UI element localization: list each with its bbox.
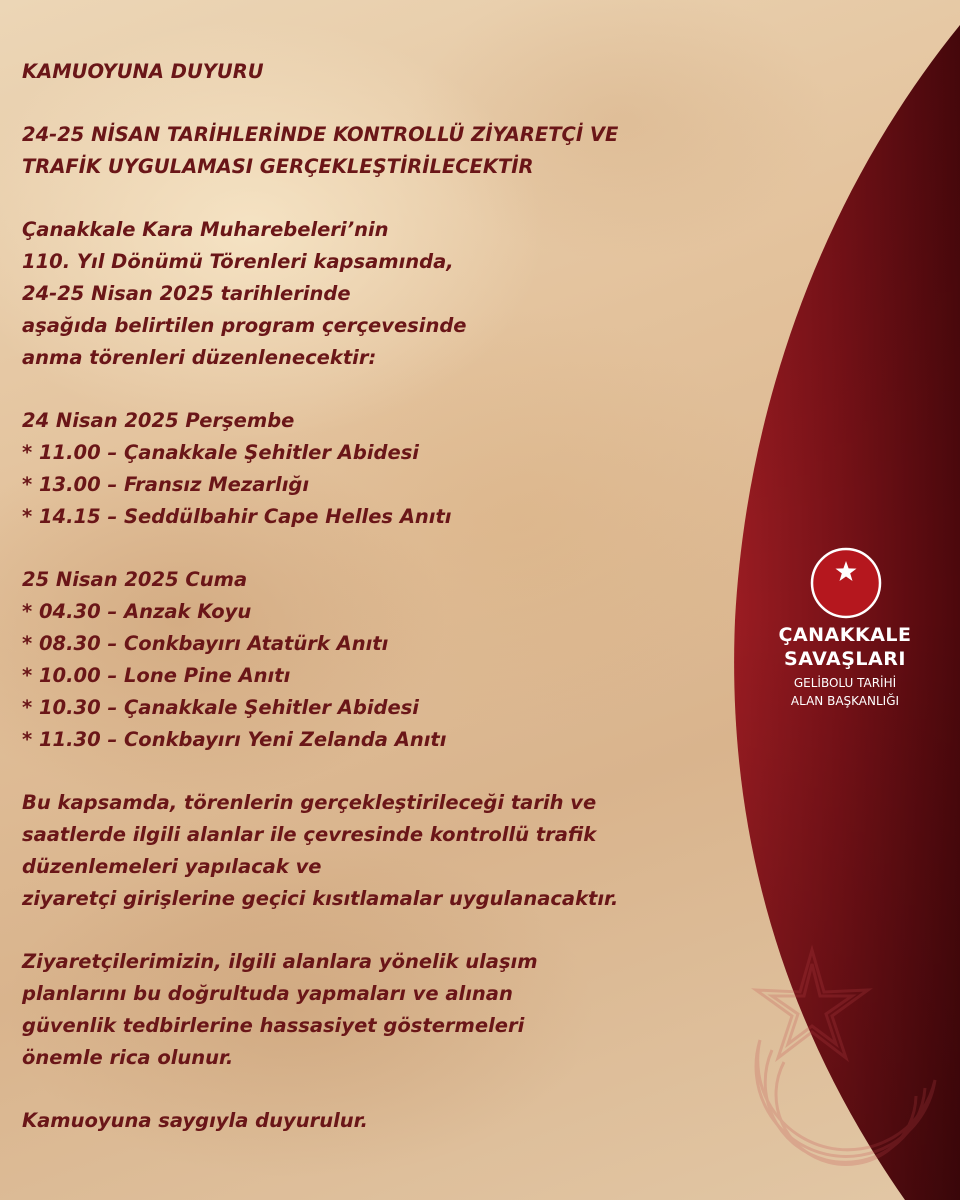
subheading-line: 24-25 NİSAN TARİHLERİNDE KONTROLLÜ ZİYARETÇİ VE — [22, 123, 619, 146]
schedule-item: * 08.30 – Conkbayırı Atatürk Anıtı — [22, 632, 389, 655]
announcement-text — [22, 56, 742, 1168]
crescent-star-watermark-icon — [720, 930, 960, 1200]
subheading-line: TRAFİK UYGULAMASI GERÇEKLEŞTİRİLECEKTİR — [22, 155, 534, 178]
announcement-heading — [22, 56, 742, 88]
paragraph-line: planlarını bu doğrultuda yapmaları ve alınan — [22, 982, 513, 1005]
logo-title-line-2: SAVAŞLARI — [784, 648, 906, 670]
paragraph-line: önemle rica olunur. — [22, 1046, 234, 1069]
paragraph-line: Ziyaretçilerimizin, ilgili alanlara yönelik ulaşım — [22, 950, 538, 973]
traffic-paragraph — [22, 787, 742, 915]
intro-line: Çanakkale Kara Muharebeleri’nin — [22, 218, 389, 241]
schedule-item: * 10.00 – Lone Pine Anıtı — [22, 664, 291, 687]
visitors-paragraph — [22, 946, 742, 1074]
schedule-item: * 11.00 – Çanakkale Şehitler Abidesi — [22, 441, 419, 464]
schedule-day-2 — [22, 564, 742, 756]
paragraph-line: düzenlemeleri yapılacak ve — [22, 855, 322, 878]
schedule-item: * 10.30 – Çanakkale Şehitler Abidesi — [22, 696, 419, 719]
schedule-day-1 — [22, 405, 742, 533]
schedule-item: * 13.00 – Fransız Mezarlığı — [22, 473, 310, 496]
day-title: 25 Nisan 2025 Cuma — [22, 568, 248, 591]
announcement-subheading — [22, 119, 742, 183]
crescent-star-emblem-icon — [810, 547, 882, 619]
schedule-item: * 04.30 – Anzak Koyu — [22, 600, 252, 623]
closing-paragraph — [22, 1105, 742, 1137]
closing-line: Kamuoyuna saygıyla duyurulur. — [22, 1109, 368, 1132]
day-title: 24 Nisan 2025 Perşembe — [22, 409, 295, 432]
schedule-item: * 11.30 – Conkbayırı Yeni Zelanda Anıtı — [22, 728, 447, 751]
intro-paragraph — [22, 214, 742, 374]
logo-subtitle-line-1: GELİBOLU TARİHİ — [793, 676, 897, 690]
paragraph-line: güvenlik tedbirlerine hassasiyet göstermeleri — [22, 1014, 525, 1037]
institution-logo — [770, 547, 920, 727]
logo-subtitle-line-2: ALAN BAŞKANLIĞI — [790, 694, 900, 708]
paragraph-line: saatlerde ilgili alanlar ile çevresinde kontrollü trafik — [22, 823, 597, 846]
heading-text: KAMUOYUNA DUYURU — [22, 60, 264, 83]
intro-line: anma törenleri düzenlenecektir: — [22, 346, 377, 369]
paragraph-line: Bu kapsamda, törenlerin gerçekleştirileceği tarih ve — [22, 791, 597, 814]
intro-line: aşağıda belirtilen program çerçevesinde — [22, 314, 467, 337]
paragraph-line: ziyaretçi girişlerine geçici kısıtlamalar uygulanacaktır. — [22, 887, 619, 910]
schedule-item: * 14.15 – Seddülbahir Cape Helles Anıtı — [22, 505, 452, 528]
intro-line: 24-25 Nisan 2025 tarihlerinde — [22, 282, 351, 305]
intro-line: 110. Yıl Dönümü Törenleri kapsamında, — [22, 250, 454, 273]
logo-title-line-1: ÇANAKKALE — [778, 624, 912, 646]
